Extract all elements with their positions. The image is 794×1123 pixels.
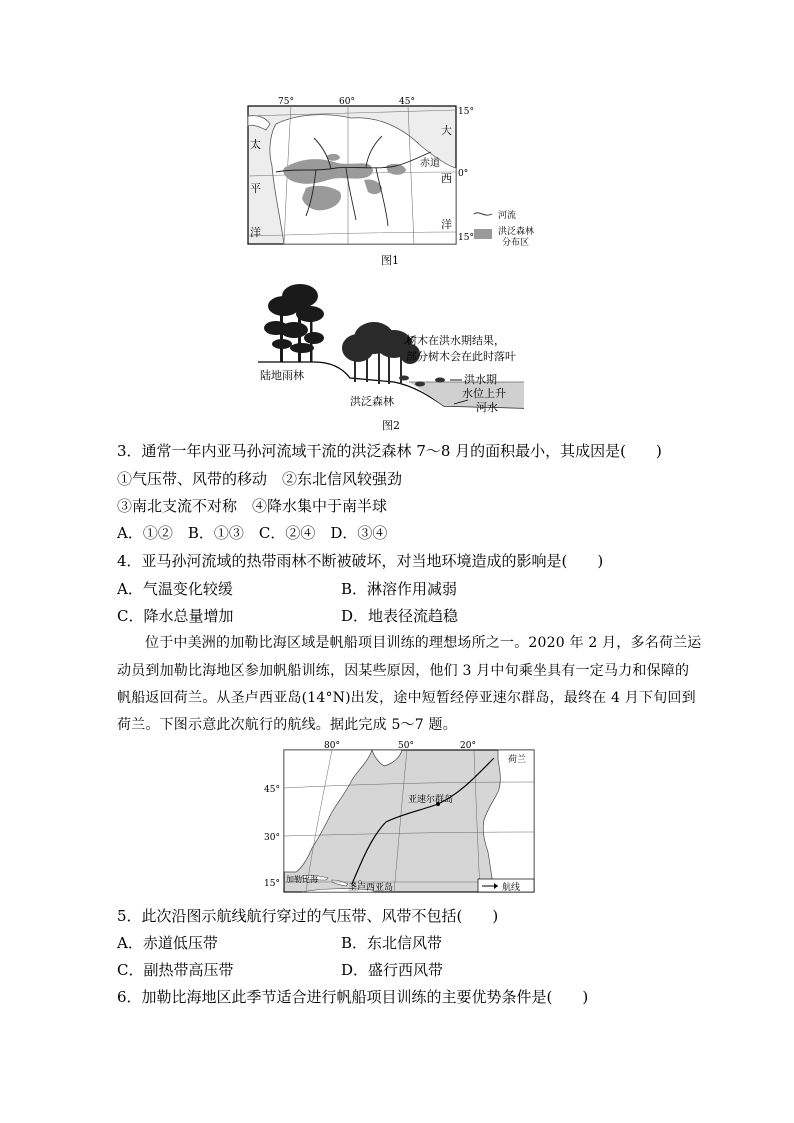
flood-forest-profile-diagram [254, 278, 554, 433]
fig3-lon-80: 80° [324, 741, 340, 751]
q4-option-a: A．气温变化较缓 [117, 580, 233, 598]
q5-option-a: A．赤道低压带 [117, 934, 218, 952]
q4-option-b: B．淋溶作用减弱 [341, 580, 458, 598]
fig1-legend-forest-2: 分布区 [502, 238, 530, 248]
fig2-river-water-label: 河水 [476, 401, 498, 414]
fig3-netherlands-label: 荷兰 [508, 755, 527, 765]
fig1-label-xi: 西 [441, 172, 452, 185]
fig2-note-line1: 树木在洪水期结果， [406, 334, 505, 347]
fig3-lon-20: 20° [460, 741, 476, 751]
fig1-lat-15s: 15° [458, 233, 474, 243]
fig1-equator-label: 赤道 [420, 158, 440, 169]
fig1-label-yang-right: 洋 [441, 218, 452, 231]
fig2-note-line2: 部分树木会在此时落叶 [406, 350, 516, 363]
fig1-legend-forest-1: 洪泛森林 [498, 227, 535, 237]
fig3-lat-30: 30° [264, 833, 280, 843]
q5-option-d: D．盛行西风带 [341, 961, 444, 979]
passage-line-3: 帆船返回荷兰。从圣卢西亚岛(14°N)出发，途中短暂经停亚速尔群岛，最终在 4 月下旬回到 [117, 690, 696, 706]
fig2-caption: 图2 [382, 419, 400, 432]
fig3-lon-50: 50° [398, 741, 414, 751]
q3-statement-line2: ③南北支流不对称 ④降水集中于南半球 [117, 497, 388, 515]
amazon-flood-forest-map [236, 96, 566, 271]
fig1-label-tai: 太 [250, 138, 261, 151]
figure-1 [236, 96, 566, 271]
fig2-land-forest-label: 陆地雨林 [260, 369, 304, 382]
figure-2 [254, 278, 554, 433]
fig1-lat-15n: 15° [458, 107, 474, 117]
q3-stem: 3．通常一年内亚马孙河流域干流的洪泛森林 7～8 月的面积最小，其成因是( ) [117, 442, 662, 460]
q5-option-b: B．东北信风带 [341, 934, 443, 952]
figure-3 [262, 740, 542, 900]
q4-option-d: D．地表径流趋稳 [341, 607, 459, 625]
fig2-flood-forest-label: 洪泛森林 [350, 395, 394, 408]
fig1-legend-river: 河流 [498, 211, 517, 221]
q6-stem: 6．加勒比海地区此季节适合进行帆船项目训练的主要优势条件是( ) [117, 988, 589, 1006]
fig3-st-lucia-label: 圣卢西亚岛 [348, 883, 394, 893]
fig2-flood-period-2: 水位上升 [462, 387, 506, 400]
atlantic-route-map [262, 740, 542, 900]
q3-options: A．①② B．①③ C．②④ D．③④ [117, 524, 388, 542]
q5-option-c: C．副热带高压带 [117, 961, 234, 979]
fig3-legend-route: 航线 [502, 883, 521, 893]
fig1-lon-75: 75° [278, 97, 294, 107]
fig1-lat-0: 0° [458, 169, 469, 179]
fig1-label-yang-left: 洋 [250, 226, 261, 239]
fig1-lon-45: 45° [399, 97, 415, 107]
fig2-flood-period-1: 洪水期 [464, 373, 497, 386]
fig1-label-da: 大 [441, 124, 452, 137]
fig3-lat-15: 15° [264, 879, 280, 889]
fig3-azores-label: 亚速尔群岛 [408, 795, 454, 805]
q4-stem: 4．亚马孙河流域的热带雨林不断被破坏，对当地环境造成的影响是( ) [117, 552, 604, 570]
fig3-lat-45: 45° [264, 785, 280, 795]
passage-line-1: 位于中美洲的加勒比海区域是帆船项目训练的理想场所之一。2020 年 2 月，多名荷兰运 [145, 635, 702, 651]
fig1-label-ping: 平 [250, 182, 261, 195]
passage-line-4: 荷兰。下图示意此次航行的航线。据此完成 5～7 题。 [117, 717, 457, 733]
q5-stem: 5．此次沿图示航线航行穿过的气压带、风带不包括( ) [117, 907, 499, 925]
q4-option-c: C．降水总量增加 [117, 607, 234, 625]
legend-forest-swatch [474, 229, 492, 239]
passage-line-2: 动员到加勒比海地区参加帆船训练，因某些原因，他们 3 月中旬乘坐具有一定马力和保障的 [117, 663, 690, 679]
q3-statement-line1: ①气压带、风带的移动 ②东北信风较强劲 [117, 470, 403, 488]
fig1-lon-60: 60° [339, 97, 355, 107]
fig3-caribbean-label: 加勒比海 [286, 875, 318, 884]
legend-river-icon [474, 213, 492, 215]
fig1-caption: 图1 [381, 254, 399, 267]
